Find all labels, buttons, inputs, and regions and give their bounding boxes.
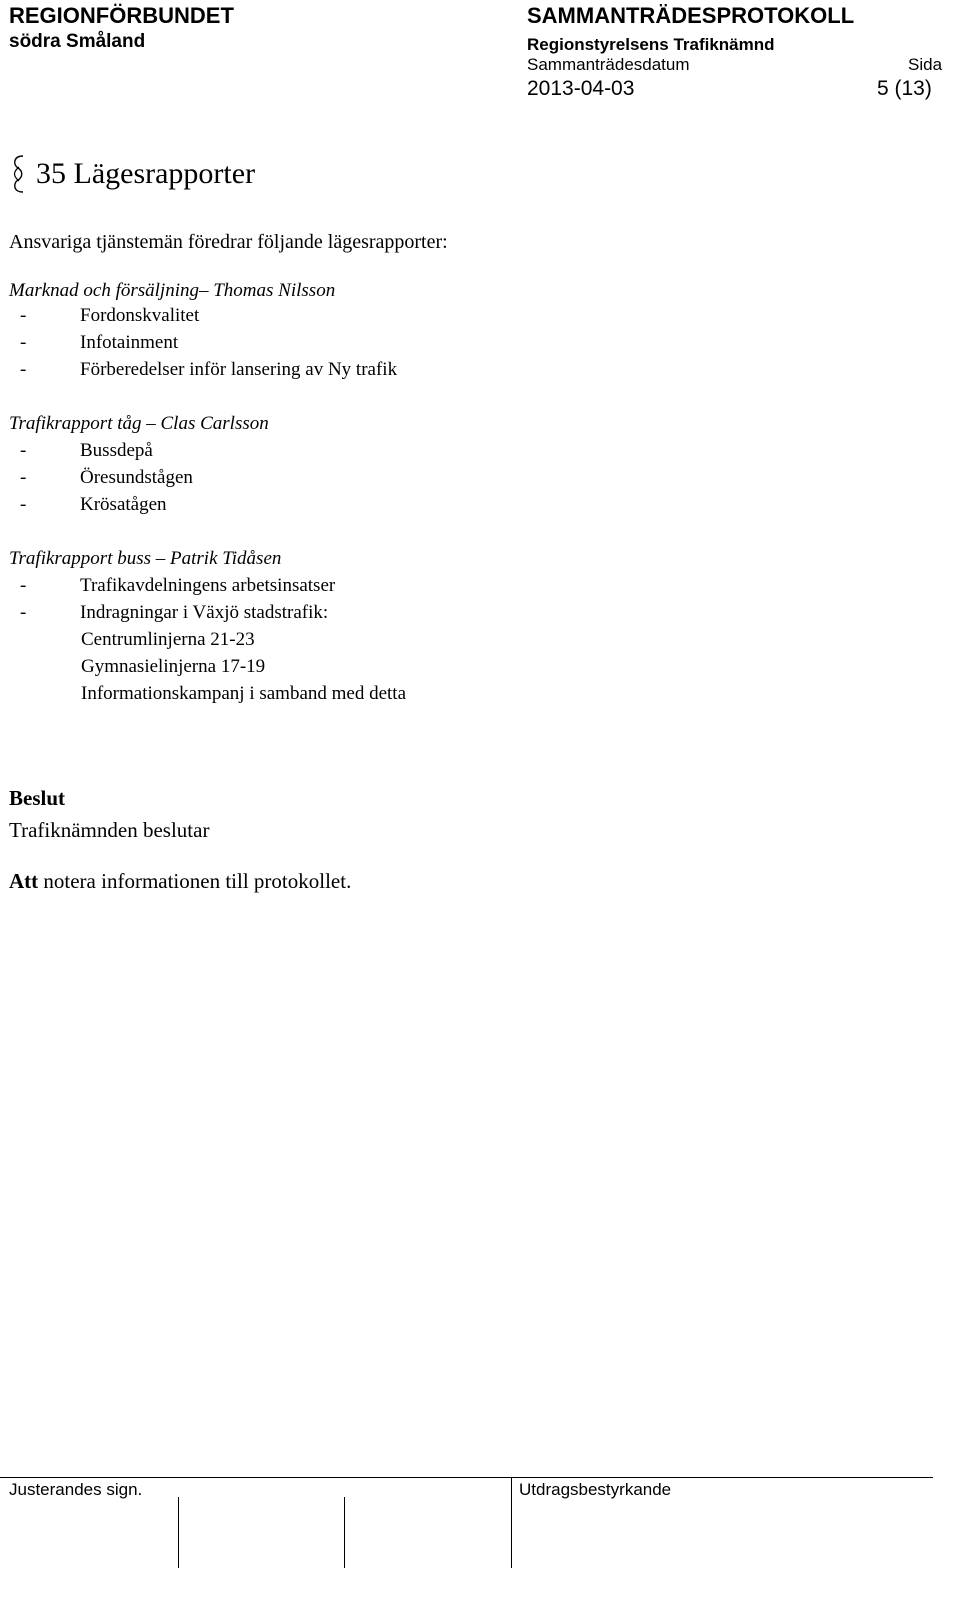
group-heading-train: Trafikrapport tåg – Clas Carlsson bbox=[9, 413, 269, 434]
footer-column-divider bbox=[511, 1478, 512, 1568]
meeting-date: 2013-04-03 bbox=[527, 77, 635, 100]
footer-certification-label: Utdragsbestyrkande bbox=[519, 1480, 672, 1499]
list-item: - Infotainment bbox=[20, 332, 179, 353]
meeting-date-label: Sammanträdesdatum bbox=[527, 55, 690, 74]
footer-divider bbox=[0, 1477, 933, 1478]
list-item: - Öresundstågen bbox=[20, 467, 193, 488]
list-item: - Krösatågen bbox=[20, 494, 167, 515]
decision-heading: Beslut bbox=[9, 786, 66, 810]
group-heading-bus: Trafikrapport buss – Patrik Tidåsen bbox=[9, 548, 282, 569]
signature-field-divider bbox=[178, 1497, 179, 1568]
document-type: SAMMANTRÄDESPROTOKOLL bbox=[527, 3, 855, 28]
organization-name: REGIONFÖRBUNDET bbox=[9, 3, 234, 28]
organization-region: södra Småland bbox=[9, 31, 146, 52]
footer-adjuster-sign-label: Justerandes sign. bbox=[9, 1480, 143, 1499]
list-item: - Förberedelser inför lansering av Ny trafik bbox=[20, 359, 398, 380]
signature-field-divider bbox=[344, 1497, 345, 1568]
list-item: - Indragningar i Växjö stadstrafik: bbox=[20, 602, 329, 623]
intro-text: Ansvariga tjänstemän föredrar följande lägesrapporter: bbox=[9, 231, 448, 253]
list-item: - Trafikavdelningens arbetsinsatser bbox=[20, 575, 336, 596]
list-item: - Fordonskvalitet bbox=[20, 305, 200, 326]
decision-text: Trafiknämnden beslutar bbox=[9, 818, 210, 842]
list-continuation: Centrumlinjerna 21-23 bbox=[81, 629, 255, 650]
page-label: Sida bbox=[908, 55, 943, 74]
list-item: - Bussdepå bbox=[20, 440, 153, 461]
committee-name: Regionstyrelsens Trafiknämnd bbox=[527, 35, 775, 54]
section-sign-icon bbox=[10, 153, 26, 195]
list-continuation: Informationskampanj i samband med detta bbox=[81, 683, 407, 704]
group-heading-marketing: Marknad och försäljning– Thomas Nilsson bbox=[9, 280, 336, 301]
list-continuation: Gymnasielinjerna 17-19 bbox=[81, 656, 266, 677]
section-title bbox=[10, 153, 255, 195]
page-number: 5 (13) bbox=[877, 77, 932, 100]
section-title-text: 35 Lägesrapporter bbox=[36, 157, 256, 190]
decision-att-line: Att notera informationen till protokollet. bbox=[9, 869, 352, 893]
